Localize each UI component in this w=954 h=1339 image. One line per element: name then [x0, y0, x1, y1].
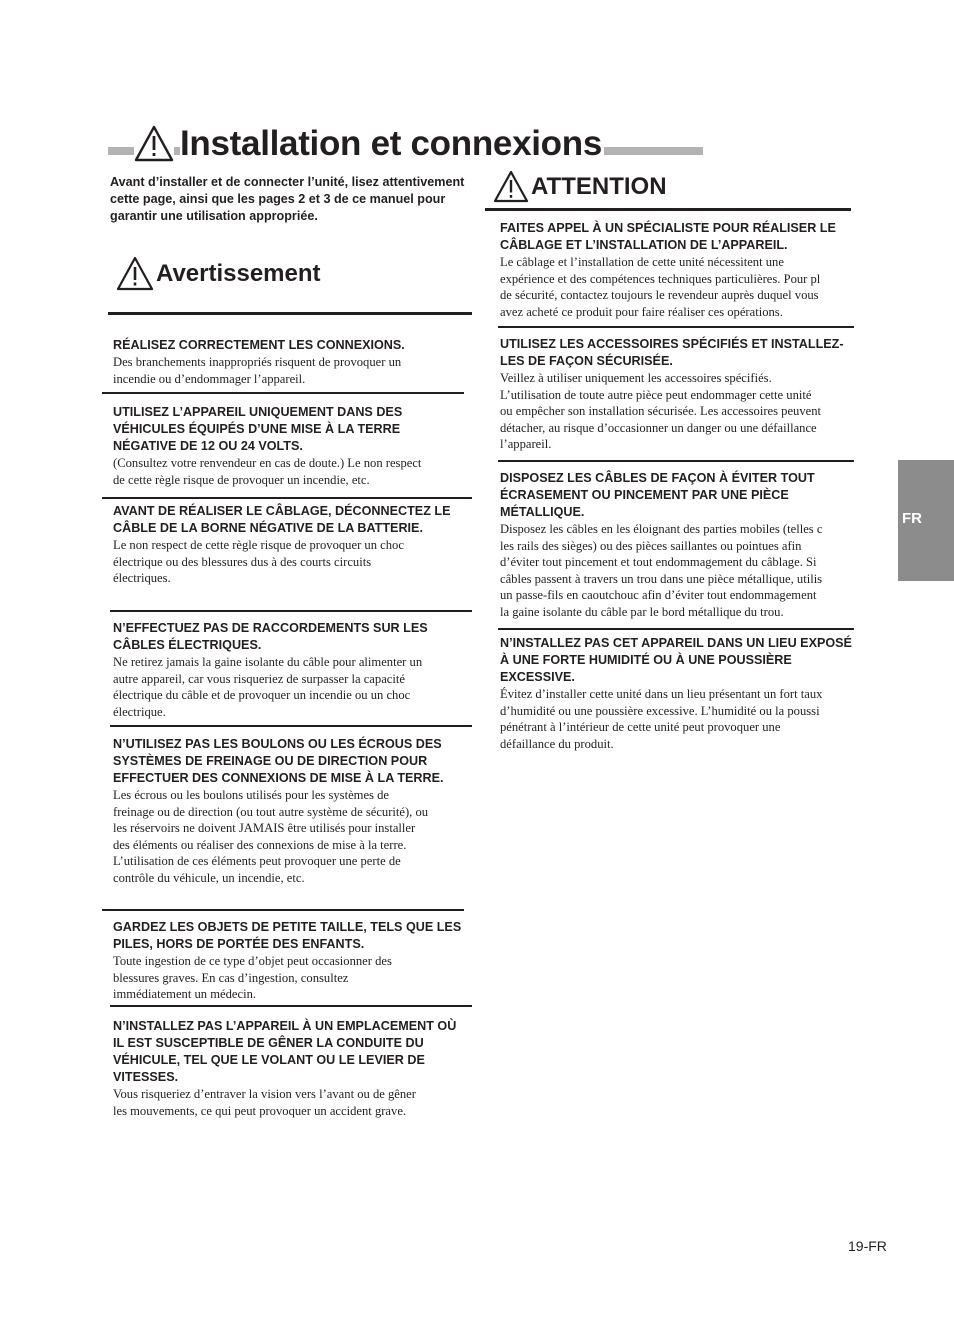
warning-triangle-icon: [116, 256, 154, 292]
warning-item-title: N’UTILISEZ PAS LES BOULONS OU LES ÉCROUS DES SYSTÈMES DE FREINAGE OU DE DIRECTION POUR EFFECTUER DES CONNEXIONS DE MISE À LA TERRE.: [113, 737, 444, 785]
page-title: Installation et connexions: [180, 122, 604, 166]
separator: [498, 326, 854, 328]
attention-title: ATTENTION: [531, 173, 667, 200]
warning-triangle-icon: [493, 170, 529, 204]
attention-item: [500, 470, 855, 621]
warning-item-body: Vous risqueriez d’entraver la vision vers l’avant ou de gêner les mouvements, ce qui peut provoquer un accident grave.: [113, 1087, 416, 1118]
title-block: [134, 122, 604, 166]
attention-item-body: Évitez d’installer cette unité dans un lieu présentant un fort taux d’humidité ou une poussière excessive. L’humidité ou la poussi pénétrant à l’intérieur de cette unité peut provoquer une défaillance du produit.: [500, 687, 823, 751]
warning-item-body: Toute ingestion de ce type d’objet peut occasionner des blessures graves. En cas d’ingestion, consultez immédiatement un médecin.: [113, 954, 392, 1002]
warning-item: [113, 620, 468, 720]
attention-heading: [493, 170, 667, 204]
warning-item: [113, 736, 465, 887]
warning-item: [113, 503, 465, 587]
warning-item-title: RÉALISEZ CORRECTEMENT LES CONNEXIONS.: [113, 338, 405, 352]
warning-item: [113, 337, 465, 387]
warning-title: Avertissement: [156, 260, 321, 287]
warning-item: [113, 919, 465, 1003]
attention-item-title: UTILISEZ LES ACCESSOIRES SPÉCIFIÉS ET INSTALLEZ-LES DE FAÇON SÉCURISÉE.: [500, 337, 844, 368]
separator: [102, 909, 464, 911]
separator: [110, 610, 472, 612]
separator: [498, 628, 854, 630]
attention-item-title: DISPOSEZ LES CÂBLES DE FAÇON À ÉVITER TOUT ÉCRASEMENT OU PINCEMENT PAR UNE PIÈCE MÉTALLIQUE.: [500, 471, 815, 519]
warning-item-title: N’INSTALLEZ PAS L’APPAREIL À UN EMPLACEMENT OÙ IL EST SUSCEPTIBLE DE GÊNER LA CONDUITE DU VÉHICULE, TEL QUE LE VOLANT OU LE LEVIER DE VITESSES.: [113, 1019, 457, 1084]
warning-rule: [108, 312, 472, 315]
warning-item: [113, 404, 465, 488]
attention-item: [500, 336, 855, 453]
intro-text: Avant d’installer et de connecter l’unité, lisez attentivement cette page, ainsi que les pages 2 et 3 de ce manuel pour garantir une utilisation appropriée.: [110, 175, 465, 223]
separator: [110, 1005, 472, 1007]
attention-item: [500, 635, 855, 752]
warning-item-body: Des branchements inappropriés risquent de provoquer un incendie ou d’endommager l’appareil.: [113, 355, 402, 386]
separator: [102, 392, 464, 394]
attention-item-body: Veillez à utiliser uniquement les accessoires spécifiés. L’utilisation de toute autre pièce peut endommager cette unité ou empêcher son installation sécurisée. Les accessoires peuvent détacher, au risque d’occasionner un danger ou une défaillance l’appareil.: [500, 371, 822, 452]
warning-item-body: Le non respect de cette règle risque de provoquer un choc électrique ou des blessures dus à des courts circuits électriques.: [113, 538, 404, 586]
attention-item-body: Disposez les câbles en les éloignant des parties mobiles (telles c les rails des sièges) ou des pièces saillantes ou pointues afin d’éviter tout pincement et tout endommagement du câblage. Si câbles passent à travers un trou dans une pièce métallique, utilis un passe-fils en caoutchouc afin d’éviter tout endommagement la gaine isolante du câble par le bord métallique du trou.: [500, 522, 823, 619]
attention-item-body: Le câblage et l’installation de cette unité nécessitent une expérience et des compétences techniques particulières. Pour pl de sécurité, contactez toujours le revendeur auprès duquel vous avez acheté ce produit pour faire réaliser ces opérations.: [500, 255, 821, 319]
attention-item-title: FAITES APPEL À UN SPÉCIALISTE POUR RÉALISER LE CÂBLAGE ET L’INSTALLATION DE L’APPAREIL.: [500, 221, 836, 252]
warning-item-title: GARDEZ LES OBJETS DE PETITE TAILLE, TELS QUE LES PILES, HORS DE PORTÉE DES ENFANTS.: [113, 920, 462, 951]
warning-item-title: AVANT DE RÉALISER LE CÂBLAGE, DÉCONNECTEZ LE CÂBLE DE LA BORNE NÉGATIVE DE LA BATTERIE.: [113, 504, 451, 535]
separator: [110, 725, 472, 727]
warning-heading: [116, 256, 321, 292]
attention-rule: [485, 208, 851, 211]
warning-item-title: UTILISEZ L’APPAREIL UNIQUEMENT DANS DES VÉHICULES ÉQUIPÉS D’UNE MISE À LA TERRE NÉGATIVE DE 12 OU 24 VOLTS.: [113, 405, 403, 453]
language-tab-label: FR: [902, 510, 922, 527]
attention-item-title: N’INSTALLEZ PAS CET APPAREIL DANS UN LIEU EXPOSÉ À UNE FORTE HUMIDITÉ OU À UNE POUSSIÈRE EXCESSIVE.: [500, 636, 852, 684]
warning-item-body: Les écrous ou les boulons utilisés pour les systèmes de freinage ou de direction (ou tout autre système de sécurité), ou les réservoirs ne doivent JAMAIS être utilisés pour installer des éléments ou réaliser des connexions de mise à la terre. L’utilisation de ces éléments peut provoquer une perte de contrôle du véhicule, un incendie, etc.: [113, 788, 429, 885]
warning-item-title: N’EFFECTUEZ PAS DE RACCORDEMENTS SUR LES CÂBLES ÉLECTRIQUES.: [113, 621, 428, 652]
warning-item-body: Ne retirez jamais la gaine isolante du câble pour alimenter un autre appareil, car vous risqueriez de surpasser la capacité électrique du câble et de provoquer un incendie ou un choc électrique.: [113, 655, 423, 719]
page-number: 19-FR: [848, 1238, 887, 1254]
attention-item: [500, 220, 855, 320]
separator: [498, 460, 854, 462]
warning-item-body: (Consultez votre renvendeur en cas de doute.) Le non respect de cette règle risque de provoquer un incendie, etc.: [113, 456, 422, 487]
warning-triangle-icon: [134, 125, 174, 163]
warning-item: [113, 1018, 465, 1119]
separator: [102, 497, 472, 499]
